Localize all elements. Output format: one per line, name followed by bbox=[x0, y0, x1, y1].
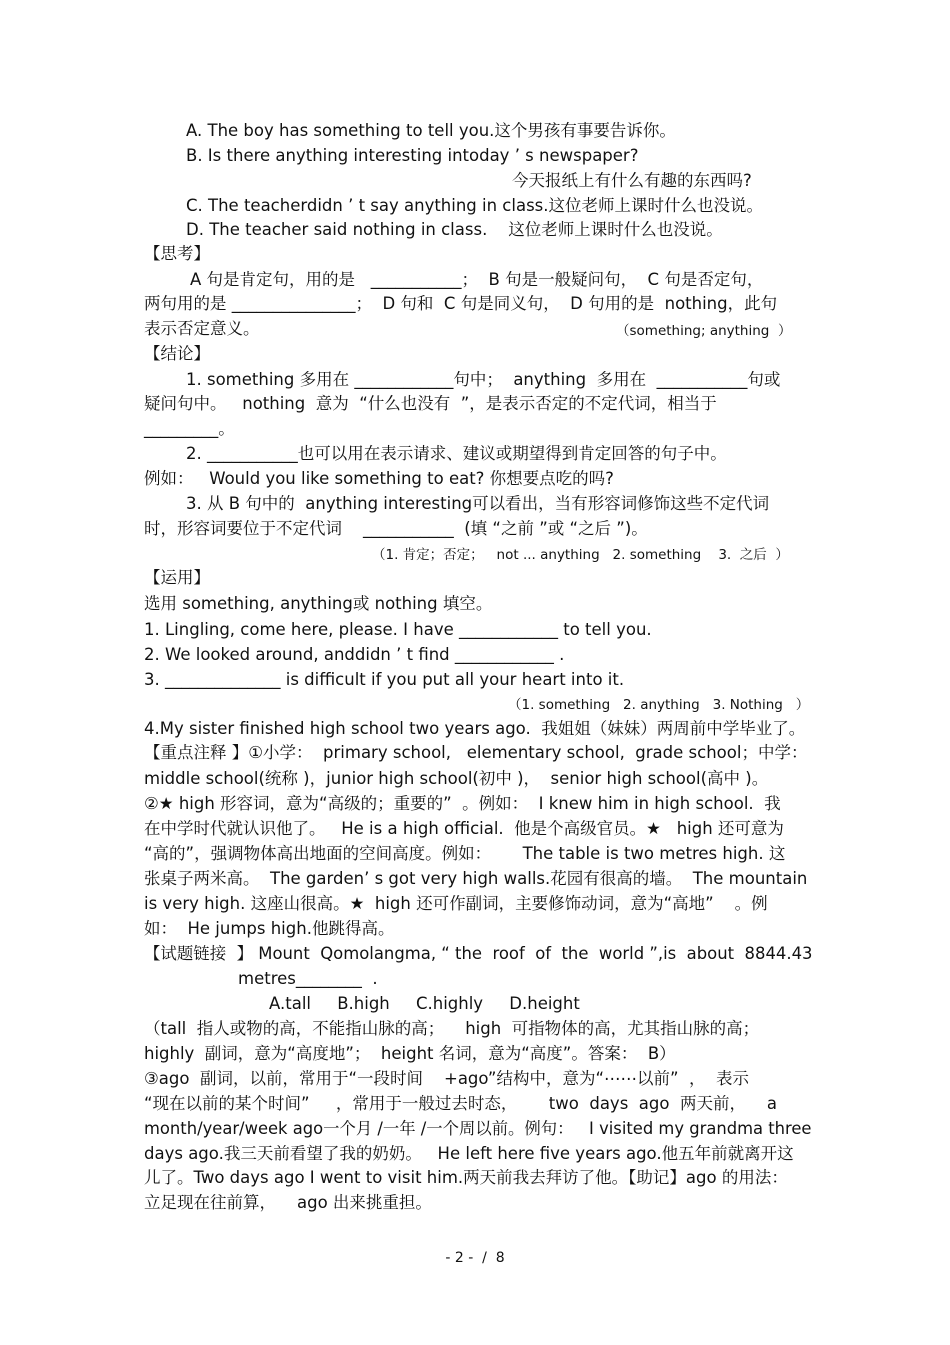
test-question: metres________ . bbox=[238, 969, 378, 988]
conclusion-line: 3. 从 B 句中的 anything interesting可以看出，当有形容词修饰这些不定代词 bbox=[186, 494, 770, 513]
ago-note-line: month/year/week ago一个月 /一年 /一个周以前。例句： I visited my grandma three bbox=[144, 1119, 812, 1138]
conclusion-line: 2. ___________也可以用在表示请求、建议或期望得到肯定回答的句子中。 bbox=[186, 444, 727, 463]
exercise-item: 2. We looked around, anddidn ’ t find ____________ . bbox=[144, 645, 565, 664]
section-heading-apply: 【运用】 bbox=[144, 568, 210, 587]
notes-line: 【重点注释 】①小学： primary school, elementary school, grade school；中学： bbox=[144, 743, 808, 762]
exercise-item: 1. Lingling, come here, please. I have ____________ to tell you. bbox=[144, 620, 652, 639]
example-b-line: B. Is there anything interesting intoday ’ s newspaper? bbox=[186, 146, 639, 165]
ago-note-line: ③ago 副词，以前，常用于“一段时间 +ago”结构中，意为“⋯⋯以前” ， 表示 bbox=[144, 1069, 750, 1088]
sentence-4: 4.My sister finished high school two years ago. 我姐姐（妹妹）两周前中学毕业了。 bbox=[144, 719, 806, 738]
ago-note-line: “现在以前的某个时间” ，常用于一般过去时态， two days ago 两天前， a bbox=[144, 1094, 778, 1113]
page-number: - 2 - / 8 bbox=[445, 1250, 505, 1266]
example-d-line: D. The teacher said nothing in class. 这位老师上课时什么也没说。 bbox=[186, 220, 723, 239]
conclusion-line: 1. something 多用在 ____________句中； anything 多用在 ___________句或 bbox=[186, 370, 781, 389]
conclusion-line: _________。 bbox=[144, 419, 235, 438]
notes-line: 如： He jumps high.他跳得高。 bbox=[144, 919, 395, 938]
think-answer: （something; anything ） bbox=[616, 323, 792, 339]
conclusion-line: 例如： Would you like something to eat? 你想要点吃的吗? bbox=[144, 469, 614, 488]
notes-line: middle school(统称 )，junior high school(初中 )， senior high school(高中 )。 bbox=[144, 769, 769, 788]
example-c-line: C. The teacherdidn ’ t say anything in class.这位老师上课时什么也没说。 bbox=[186, 196, 764, 215]
ago-note-line: 儿了。Two days ago I went to visit him.两天前我去拜访了他。【助记】ago 的用法： bbox=[144, 1168, 788, 1187]
think-paragraph-line: 表示否定意义。 bbox=[144, 319, 260, 338]
ago-note-line: 立足现在往前算， ago 出来挑重担。 bbox=[144, 1193, 432, 1212]
test-explanation: （tall 指人或物的高，不能指山脉的高； high 可指物体的高，尤其指山脉的高； bbox=[144, 1019, 760, 1038]
example-b-translation: 今天报纸上有什么有趣的东西吗? bbox=[512, 171, 752, 190]
notes-line: 张桌子两米高。 The garden’ s got very high walls.花园有很高的墙。 The mountain bbox=[144, 869, 808, 888]
ago-note-line: days ago.我三天前看望了我的奶奶。 He left here five years ago.他五年前就离开这 bbox=[144, 1144, 794, 1163]
notes-line: “高的”，强调物体高出地面的空间高度。例如： The table is two metres high. 这 bbox=[144, 844, 786, 863]
test-question: 【试题链接 】 Mount Qomolangma, “ the roof of the world ”,is about 8844.43 bbox=[144, 944, 813, 963]
conclusion-answer: （1. 肯定；否定； not ... anything 2. something 3. 之后 ） bbox=[372, 547, 789, 563]
notes-line: is very high. 这座山很高。★ high 还可作副词，主要修饰动词，意为“高地” 。例 bbox=[144, 894, 768, 913]
notes-line: 在中学时代就认识他了。 He is a high official. 他是个高级官员。★ high 还可意为 bbox=[144, 819, 784, 838]
section-heading-think: 【思考】 bbox=[144, 244, 210, 263]
conclusion-line: 时，形容词要位于不定代词 ___________ (填 “之前 ”或 “之后 ”)。 bbox=[144, 519, 648, 538]
test-explanation: highly 副词，意为“高度地”； height 名词，意为“高度”。答案： B） bbox=[144, 1044, 676, 1063]
section-heading-conclusion: 【结论】 bbox=[144, 344, 210, 363]
think-paragraph-line: A 句是肯定句，用的是 ___________； B 句是一般疑问句， C 句是否定句， bbox=[190, 270, 764, 289]
exercise-instruction: 选用 something, anything或 nothing 填空。 bbox=[144, 594, 493, 613]
example-a-line: A. The boy has something to tell you.这个男孩有事要告诉你。 bbox=[186, 121, 676, 140]
exercise-answer: （1. something 2. anything 3. Nothing ） bbox=[508, 697, 810, 713]
notes-line: ②★ high 形容词，意为“高级的；重要的” 。例如： I knew him in high school. 我 bbox=[144, 794, 781, 813]
think-paragraph-line: 两句用的是 _______________； D 句和 C 句是同义句， D 句用的是 nothing，此句 bbox=[144, 294, 778, 313]
conclusion-line: 疑问句中。 nothing 意为 “什么也没有 ”，是表示否定的不定代词，相当于 bbox=[144, 394, 717, 413]
test-options: A.tall B.high C.highly D.height bbox=[269, 994, 580, 1013]
exercise-item: 3. ______________ is difficult if you put all your heart into it. bbox=[144, 670, 625, 689]
